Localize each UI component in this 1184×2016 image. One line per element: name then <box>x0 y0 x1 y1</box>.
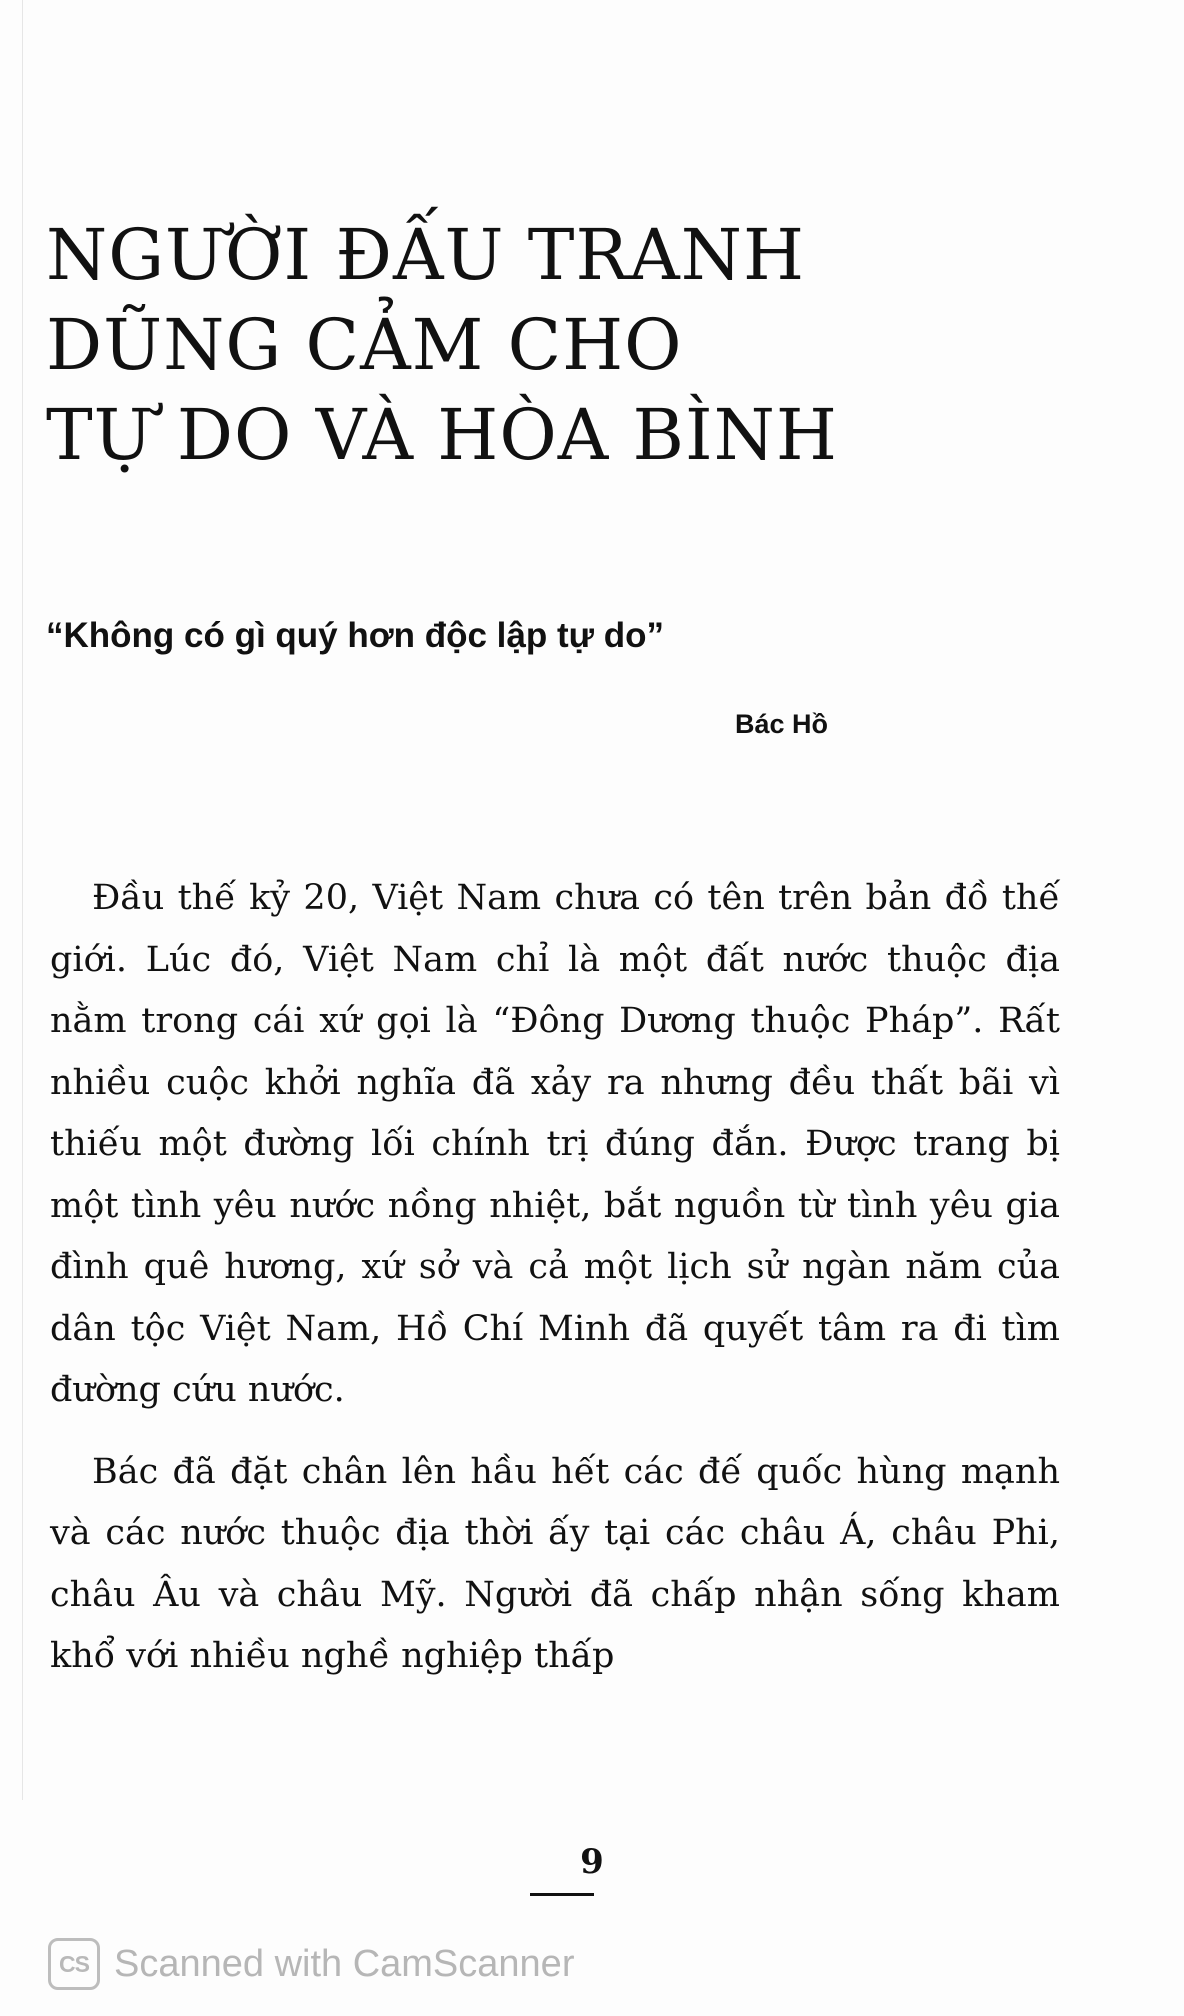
paragraph: Bác đã đặt chân lên hầu hết các đế quốc hùng mạnh và các nước thuộc địa thời ấy tại các châu Á, châu Phi, châu Âu và châu Mỹ. Người đã chấp nhận sống kham khổ với nhiều nghề nghiệp thấp <box>50 1451 1060 1676</box>
page-number-underline <box>530 1893 594 1896</box>
page-edge <box>22 0 23 1800</box>
chapter-title-line-2: DŨNG CẢM CHO <box>46 304 683 386</box>
chapter-title <box>46 210 1106 480</box>
watermark-text: Scanned with CamScanner <box>114 1942 575 1985</box>
page-number: 9 <box>580 1842 604 1882</box>
chapter-title-line-1: NGƯỜI ĐẤU TRANH <box>46 214 805 296</box>
scanner-watermark <box>48 1938 574 1990</box>
camscanner-logo-icon: CS <box>48 1938 100 1990</box>
body-text <box>50 868 1060 1708</box>
epigraph-author: Bác Hồ <box>734 709 828 739</box>
paragraph: Đầu thế kỷ 20, Việt Nam chưa có tên trên bản đồ thế giới. Lúc đó, Việt Nam chỉ là một đất nước thuộc địa nằm trong cái xứ gọi là “Đông Dương thuộc Pháp”. Rất nhiều cuộc khởi nghĩa đã xảy ra nhưng đều thất bãi vì thiếu một đường lối chính trị đúng đắn. Được trang bị một tình yêu nước nồng nhiệt, bắt nguồn từ tình yêu gia đình quê hương, xứ sở và cả một lịch sử ngàn năm của dân tộc Việt Nam, Hồ Chí Minh đã quyết tâm ra đi tìm đường cứu nước. <box>50 878 1060 1410</box>
epigraph-quote: “Không có gì quý hơn độc lập tự do” <box>46 616 664 655</box>
chapter-title-line-3: TỰ DO VÀ HÒA BÌNH <box>46 394 838 476</box>
